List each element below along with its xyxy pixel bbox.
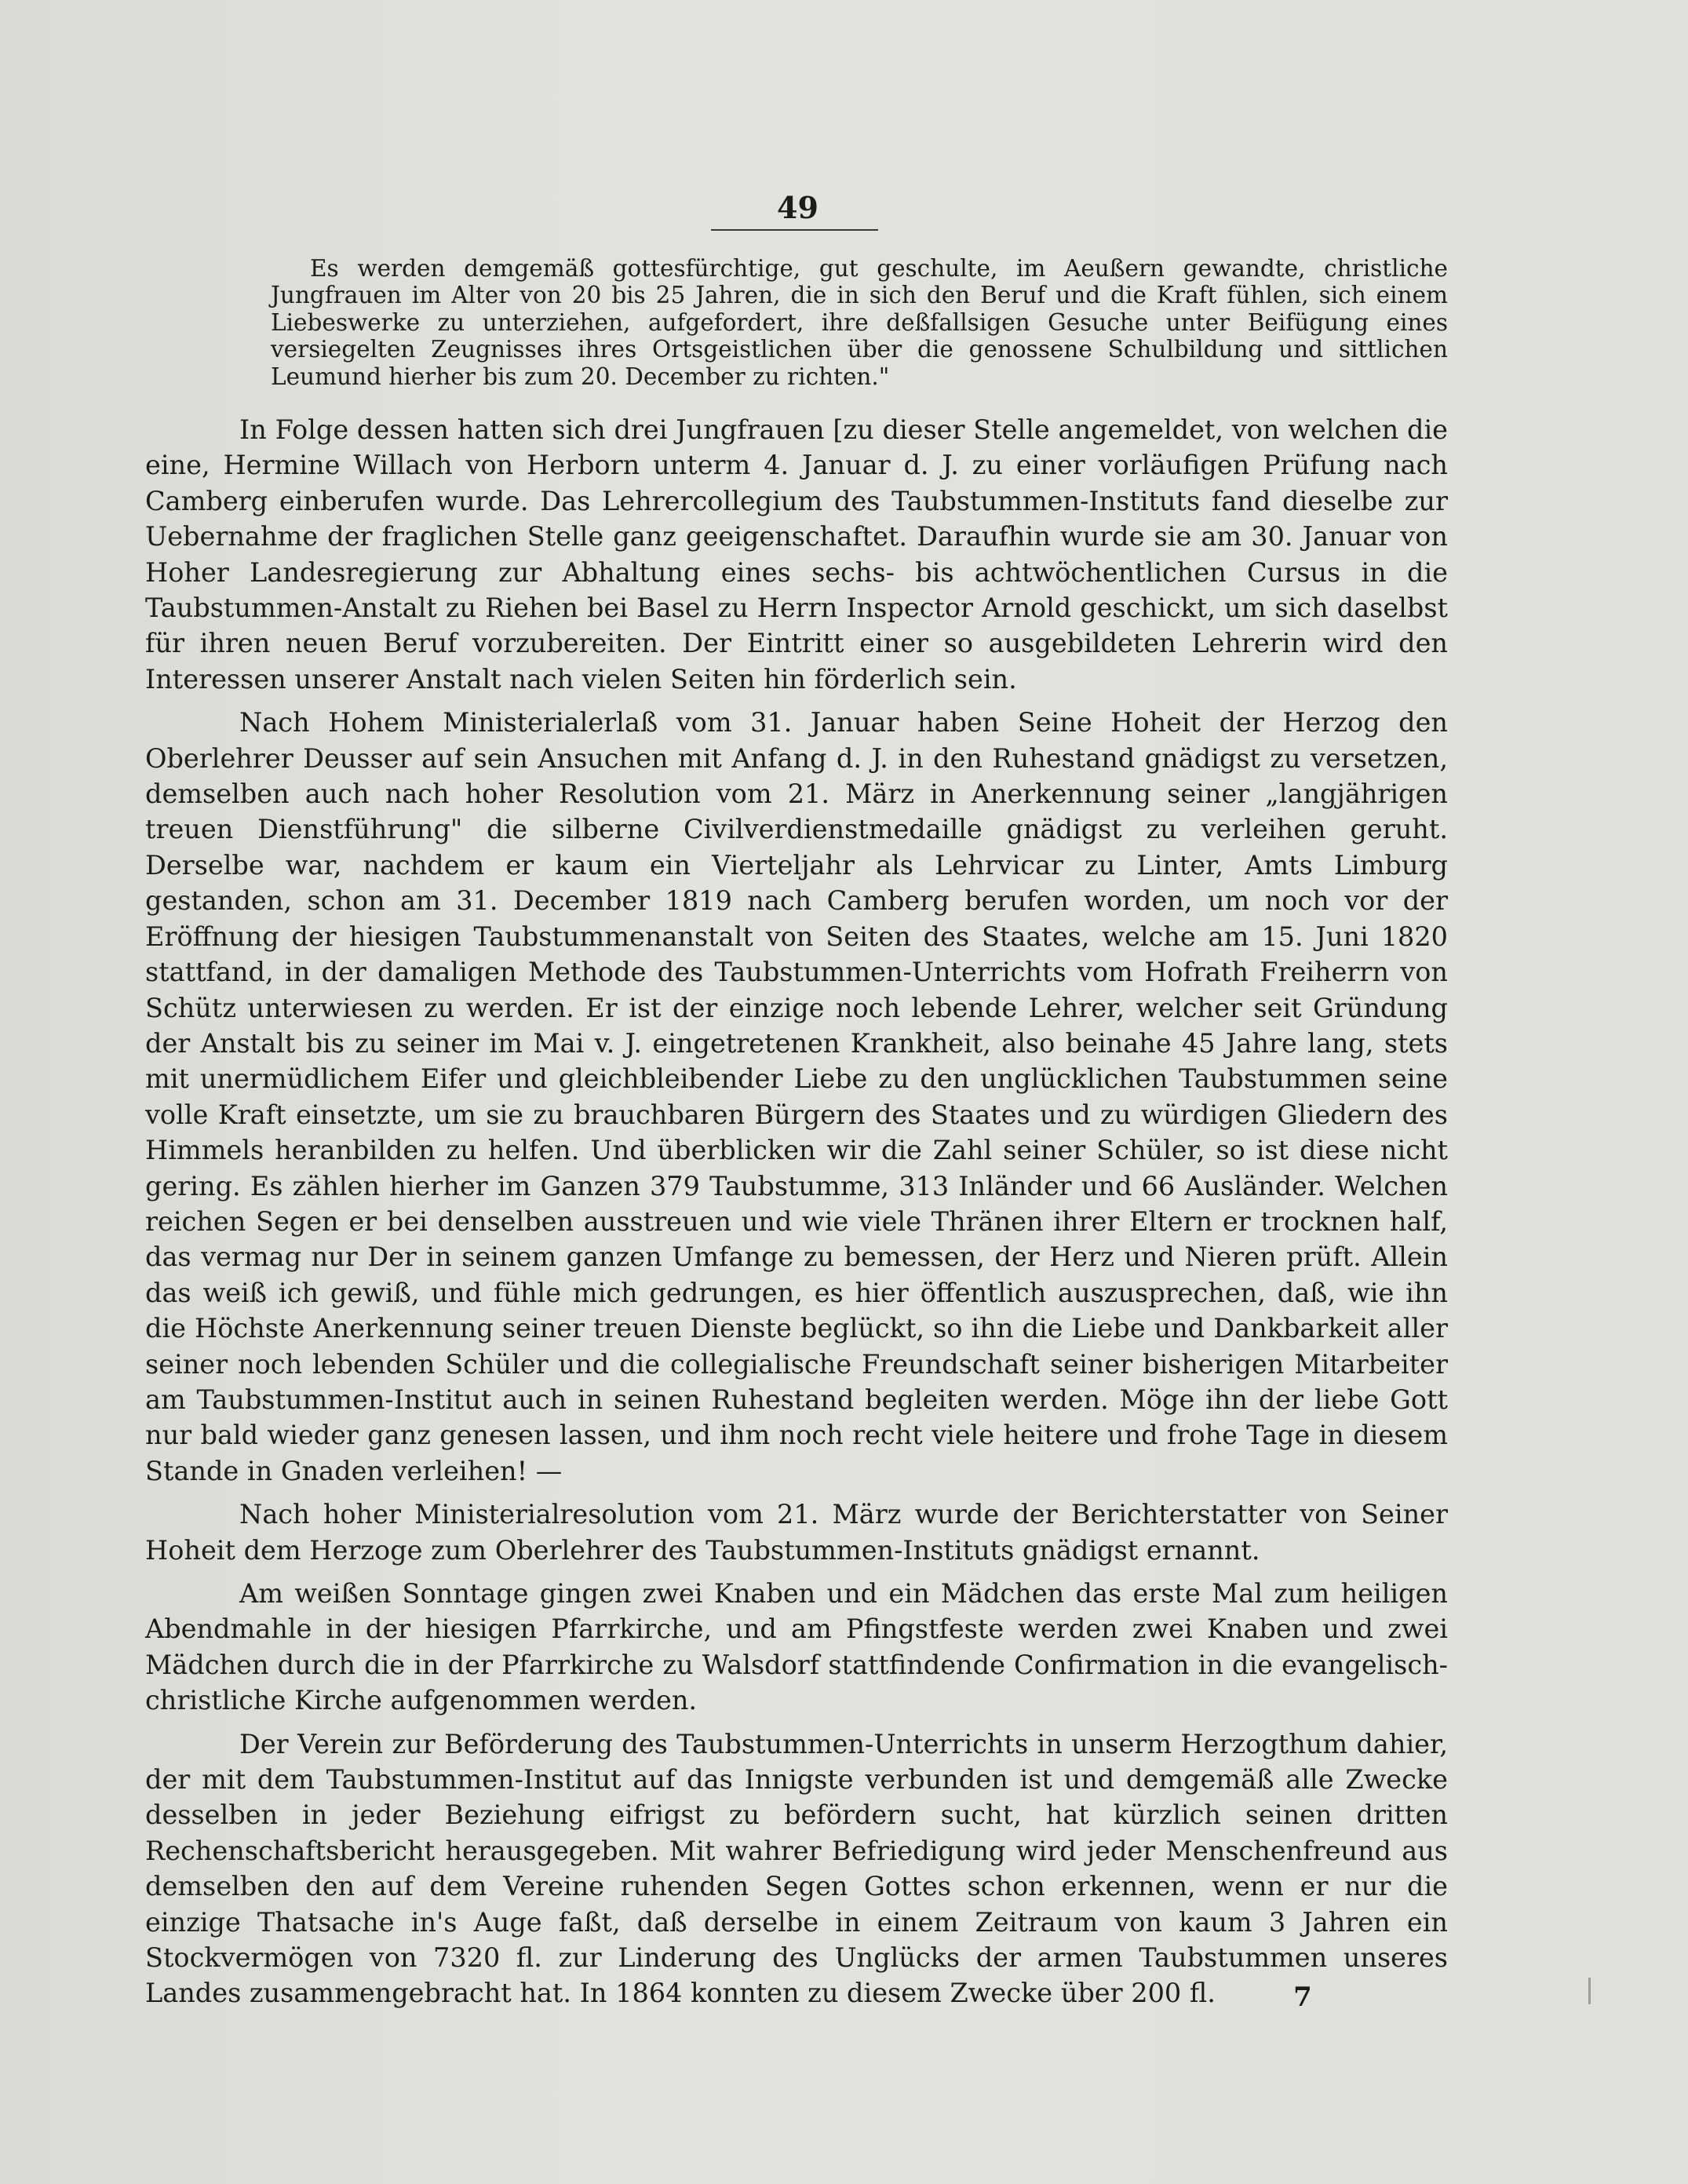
paragraph-appointment: Nach hoher Ministerialresolution vom 21. März wurde der Berichterstatter von Seiner Hoheit dem Herzoge zum Oberlehrer des Taubstummen-Instituts gnädigst ernannt. xyxy=(145,1499,1448,1566)
signature-mark: 7 xyxy=(1293,1982,1312,2013)
paragraph-confirmation: Am weißen Sonntage gingen zwei Knaben und ein Mädchen das erste Mal zum heiligen Abendmahle in der hiesigen Pfarrkirche, und am Pfingstfeste werden zwei Knaben und zwei Mädchen durch die in der Pfarrkirche zu Walsdorf stattfindende Confirmation in die evangelisch-christliche Kirche aufgenommen werden. xyxy=(145,1578,1448,1716)
margin-mark xyxy=(1588,1978,1591,2004)
paragraph-deusser-retirement: Nach Hohem Ministerialerlaß vom 31. Januar haben Seine Hoheit der Herzog den Oberlehrer Deusser auf sein Ansuchen mit Anfang d. J. in den Ruhestand gnädigst zu versetzen, demselben auch nach hoher Resolution vom 21. März in Anerkennung seiner „langjährigen treuen Dienstführung" die silberne Civilverdienstmedaille gnädigst zu verleihen geruht. Derselbe war, nachdem er kaum ein Vierteljahr als Lehrvicar zu Linter, Amts Limburg gestanden, schon am 31. December 1819 nach Camberg berufen worden, um noch vor der Eröffnung der hiesigen Taubstummenanstalt von Seiten des Staates, welche am 15. Juni 1820 stattfand, in der damaligen Methode des Taubstummen-Unterrichts vom Hofrath Freiherrn von Schütz unterwiesen zu werden. Er ist der einzige noch lebende Lehrer, welcher seit Gründung der Anstalt bis zu seiner im Mai v. J. eingetretenen Krankheit, also beinahe 45 Jahre lang, stets mit unermüdlichem Eifer und gleichbleibender Liebe zu den unglücklichen Taubstummen seine volle Kraft einsetzte, um sie zu brauchbaren Bürgern des Staates und zu würdigen Gliedern des Himmels heranbilden zu helfen. Und überblicken wir die Zahl seiner Schüler, so ist diese nicht gering. Es zählen hierher im Ganzen 379 Taubstumme, 313 Inländer und 66 Ausländer. Welchen reichen Segen er bei denselben ausstreuen und wie viele Thränen ihrer Eltern er trocknen half, das vermag nur Der in seinem ganzen Umfange zu bemessen, der Herz und Nieren prüft. Allein das weiß ich gewiß, und fühle mich gedrungen, es hier öffentlich auszusprechen, daß, wie ihn die Höchste Anerkennung seiner treuen Dienste beglückt, so ihn die Liebe und Dankbarkeit aller seiner noch lebenden Schüler und die collegialische Freundschaft seiner bisherigen Mitarbeiter am Taubstummen-Institut auch in seinen Ruhestand begleiten werden. Möge ihn der liebe Gott nur bald wieder ganz genesen lassen, und ihm noch recht viele heitere und frohe Tage in diesem Stande in Gnaden verleihen! — xyxy=(145,707,1448,1486)
body-text xyxy=(145,412,1448,2019)
header-rule xyxy=(711,229,878,231)
paragraph-applicants: In Folge dessen hatten sich drei Jungfrauen [zu dieser Stelle angemeldet, von welchen die eine, Hermine Willach von Herborn unterm 4. Januar d. J. zu einer vorläufigen Prüfung nach Camberg einberufen wurde. Das Lehrercollegium des Taubstummen-Instituts fand dieselbe zur Uebernahme der fraglichen Stelle ganz geeigenschaftet. Daraufhin wurde sie am 30. Januar von Hoher Landesregierung zur Abhaltung eines sechs- bis achtwöchentlichen Cursus in die Taubstummen-Anstalt zu Riehen bei Basel zu Herrn Inspector Arnold geschickt, um sich daselbst für ihren neuen Beruf vorzubereiten. Der Eintritt einer so ausgebildeten Lehrerin wird den Interessen unserer Anstalt nach vielen Seiten hin förderlich sein. xyxy=(145,414,1448,695)
page-number: 49 xyxy=(777,190,818,225)
quoted-notice: Es werden demgemäß gottesfürchtige, gut geschulte, im Aeußern gewandte, christliche Jungfrauen im Alter von 20 bis 25 Jahren, die in sich den Beruf und die Kraft fühlen, sich einem Liebeswerke zu unterziehen, aufgefordert, ihre deßfallsigen Gesuche unter Beifügung eines versiegelten Zeugnisses ihres Ortsgeistlichen über die genossene Schulbildung und sittlichen Leumund hierher bis zum 20. December zu richten." xyxy=(271,255,1448,390)
paragraph-association: Der Verein zur Beförderung des Taubstummen-Unterrichts in unserm Herzogthum dahier, der mit dem Taubstummen-Institut auf das Innigste verbunden ist und demgemäß alle Zwecke desselben in jeder Beziehung eifrigst zu befördern sucht, hat kürzlich seinen dritten Rechenschaftsbericht herausgegeben. Mit wahrer Befriedigung wird jeder Menschenfreund aus demselben den auf dem Vereine ruhenden Segen Gottes schon erkennen, wenn er nur die einzige Thatsache in's Auge faßt, daß derselbe in einem Zeitraum von kaum 3 Jahren ein Stockvermögen von 7320 fl. zur Linderung des Unglücks der armen Taubstummen unseres Landes zusammengebracht hat. In 1864 konnten zu diesem Zwecke über 200 fl. xyxy=(145,1728,1448,2009)
